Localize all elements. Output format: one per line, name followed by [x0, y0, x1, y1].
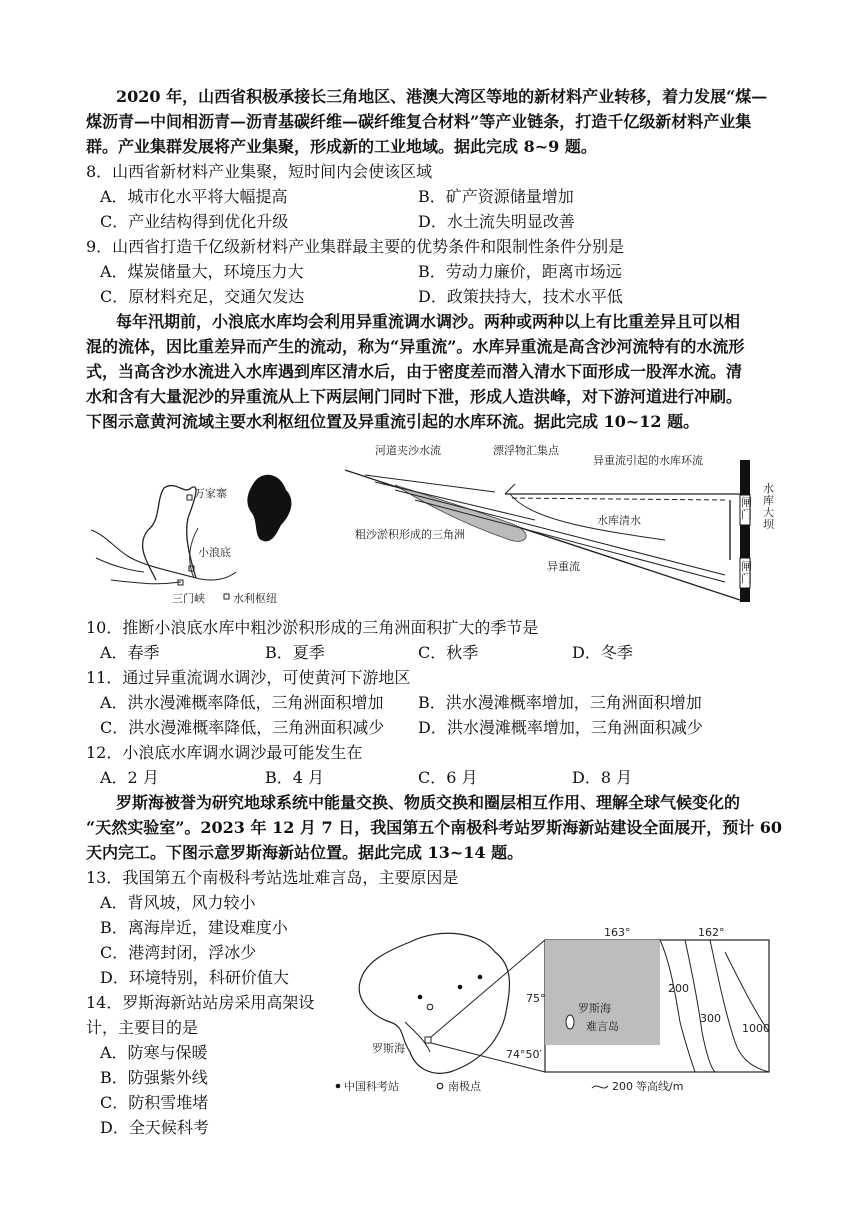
- q10-option-b[interactable]: B．夏季: [265, 643, 325, 662]
- q11-option-a[interactable]: A．洪水漫滩概率降低，三角洲面积增加: [100, 693, 384, 712]
- label-lon-163: 163°: [604, 926, 631, 939]
- q14-stem-line-2: 计，主要目的是: [86, 1018, 199, 1037]
- q11-option-b[interactable]: B．洪水漫滩概率增加，三角洲面积增加: [418, 693, 702, 712]
- label-dam: 水库大坝: [763, 482, 774, 531]
- station-dot-2: [478, 975, 483, 980]
- passage1-line-2: 煤沥青—中间相沥青—沥青基碳纤维—碳纤维复合材料”等产业链条，打造千亿级新材料产业集: [86, 112, 752, 131]
- label-clear-water: 水库清水: [597, 514, 641, 527]
- label-floating: 漂浮物汇集点: [493, 444, 559, 457]
- label-ross-sea-left: 罗斯海: [372, 1042, 405, 1055]
- q9-option-b[interactable]: B．劳动力廉价，距离市场远: [418, 262, 622, 281]
- q12-option-c[interactable]: C．6 月: [418, 768, 478, 787]
- q9-option-c[interactable]: C．原材料充足，交通欠发达: [100, 287, 305, 306]
- q13-stem: 13．我国第五个南极科考站选址难言岛，主要原因是: [86, 868, 459, 887]
- legend-station-label: 中国科考站: [344, 1080, 399, 1093]
- passage2-line-5: 下图示意黄河流域主要水利枢纽位置及异重流引起的水库环流。据此完成 10~12 题。: [86, 412, 700, 431]
- label-lat-75: 75°: [526, 992, 546, 1005]
- passage2-line-4: 水和含有大量泥沙的异重流从上下两层闸门同时下泄，形成人造洪峰，对下游河道进行冲刷。: [86, 387, 743, 406]
- q12-option-b[interactable]: B．4 月: [265, 768, 325, 787]
- q10-option-d[interactable]: D．冬季: [572, 643, 633, 662]
- inset-marker: [425, 1037, 431, 1043]
- q13-option-d[interactable]: D．环境特别，科研价值大: [100, 968, 289, 987]
- passage2-line-2: 混的流体，因比重差异而产生的流动，称为“异重流”。水库异重流是高含沙河流特有的水流形: [86, 337, 745, 356]
- q12-option-d[interactable]: D．8 月: [572, 768, 633, 787]
- q13-option-b[interactable]: B．离海岸近，建设难度小: [100, 918, 288, 937]
- q9-option-d[interactable]: D．政策扶持大，技术水平低: [418, 287, 623, 306]
- q8-option-d[interactable]: D．水土流失明显改善: [418, 212, 575, 231]
- q8-option-b[interactable]: B．矿产资源储量增加: [418, 187, 574, 206]
- reservoir-cross-section: [335, 440, 785, 610]
- label-xiaolangdi: 小浪底: [198, 546, 231, 559]
- passage3-line-3: 天内完工。下图示意罗斯海新站位置。据此完成 13~14 题。: [86, 843, 524, 862]
- q11-option-d[interactable]: D．洪水漫滩概率增加，三角洲面积减少: [418, 718, 703, 737]
- passage3-line-1: 罗斯海被誉为研究地球系统中能量交换、物质交换和圈层相互作用、理解全球气候变化的: [116, 793, 741, 812]
- q13-option-c[interactable]: C．港湾封闭，浮冰少: [100, 943, 257, 962]
- passage2-line-1: 每年汛期前，小浪底水库均会利用异重流调水调沙。两种或两种以上有比重差异且可以相: [116, 312, 741, 331]
- label-gate-lower: 闸门: [741, 560, 752, 585]
- q12-stem: 12．小浪底水库调水调沙最可能发生在: [86, 743, 363, 762]
- label-sanmenxia: 三门峡: [172, 592, 205, 605]
- passage1-line-3: 群。产业集群发展将产业集聚，形成新的工业地域。据此完成 8~9 题。: [86, 137, 597, 156]
- legend-station-icon: [336, 1084, 341, 1089]
- label-density-flow: 异重流: [547, 560, 580, 573]
- passage3-line-2: “天然实验室”。2023 年 12 月 7 日，我国第五个南极科考站罗斯海新站建设全面展开，预计 60: [86, 818, 783, 837]
- q12-option-a[interactable]: A．2 月: [100, 768, 159, 787]
- label-wanjiazhai: 万家寨: [194, 487, 227, 500]
- legend-contour-label: 等高线/m: [636, 1080, 684, 1093]
- label-contour-1000: 1000: [742, 1022, 770, 1035]
- q9-option-a[interactable]: A．煤炭储量大，环境压力大: [100, 262, 304, 281]
- reservoir-shape: [247, 475, 291, 542]
- q10-option-c[interactable]: C．秋季: [418, 643, 479, 662]
- label-river-sand: 河道夹沙水流: [375, 444, 441, 457]
- station-dot-3: [418, 995, 423, 1000]
- station-dot-1: [458, 985, 463, 990]
- label-contour-300: 300: [700, 1012, 721, 1025]
- q14-stem-line-1: 14．罗斯海新站站房采用高架设: [86, 993, 315, 1012]
- q11-stem: 11．通过异重流调水调沙，可使黄河下游地区: [86, 668, 411, 687]
- q8-stem: 8．山西省新材料产业集聚，短时间内会使该区域: [86, 162, 433, 181]
- hub-marker-wanjiazhai: [187, 495, 192, 500]
- label-ross-sea-inset: 罗斯海: [578, 1002, 611, 1015]
- q14-option-a[interactable]: A．防寒与保暖: [100, 1043, 208, 1062]
- label-delta: 粗沙淤积形成的三角洲: [355, 528, 465, 541]
- ross-sea-map: [330, 922, 775, 1102]
- q8-option-a[interactable]: A．城市化水平将大幅提高: [100, 187, 288, 206]
- q9-stem: 9．山西省打造千亿级新材料产业集群最主要的优势条件和限制性条件分别是: [86, 237, 625, 256]
- legend-contour-value: 200: [612, 1080, 633, 1093]
- q8-option-c[interactable]: C．产业结构得到优化升级: [100, 212, 289, 231]
- q10-stem: 10．推断小浪底水库中粗沙淤积形成的三角洲面积扩大的季节是: [86, 618, 539, 637]
- passage2-line-3: 式，当高含沙水流进入水库遇到库区清水后，由于密度差而潜入清水下面形成一股浑水流。清: [86, 362, 743, 381]
- q14-option-c[interactable]: C．防积雪堆堵: [100, 1093, 209, 1112]
- q14-option-d[interactable]: D．全天候科考: [100, 1118, 209, 1137]
- label-contour-200: 200: [668, 982, 689, 995]
- legend-hub-icon: [224, 594, 229, 599]
- q10-option-a[interactable]: A．春季: [100, 643, 160, 662]
- q11-option-c[interactable]: C．洪水漫滩概率降低，三角洲面积减少: [100, 718, 385, 737]
- label-circulation: 异重流引起的水库环流: [593, 454, 703, 467]
- legend-hub-label: 水利枢纽: [233, 592, 277, 605]
- yellow-river-map: [86, 440, 316, 610]
- legend-pole-icon: [437, 1083, 443, 1089]
- label-island: 难言岛: [586, 1020, 619, 1033]
- legend-contour-icon: [592, 1086, 608, 1088]
- q14-option-b[interactable]: B．防强紫外线: [100, 1068, 208, 1087]
- q13-option-a[interactable]: A．背风坡，风力较小: [100, 893, 256, 912]
- legend-pole-label: 南极点: [448, 1080, 481, 1093]
- label-gate-upper: 闸门: [741, 496, 752, 521]
- label-lon-162: 162°: [698, 926, 725, 939]
- south-pole-dot: [427, 1004, 433, 1010]
- island-shape: [566, 1015, 574, 1029]
- label-lat-74-50: 74°50′: [506, 1048, 542, 1061]
- passage1-line-1: 2020 年，山西省积极承接长三角地区、港澳大湾区等地的新材料产业转移，着力发展“煤—: [116, 87, 768, 106]
